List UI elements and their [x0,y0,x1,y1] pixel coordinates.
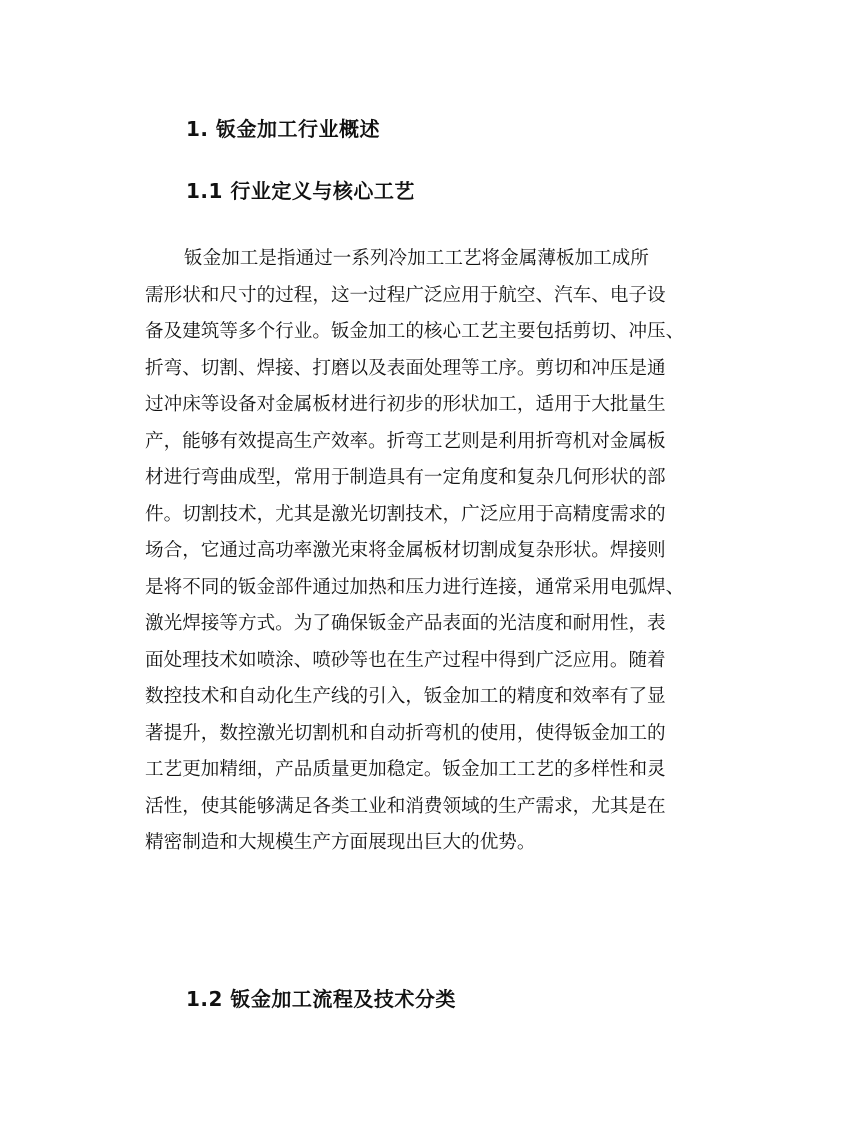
section-heading-1-1: 1.1 行业定义与核心工艺 [186,179,415,203]
body-paragraph [145,241,700,862]
paragraph-line: 备及建筑等多个行业。钣金加工的核心工艺主要包括剪切、冲压、 [145,321,685,342]
paragraph-line: 数控技术和自动化生产线的引入，钣金加工的精度和效率有了显 [145,686,666,707]
paragraph-line: 活性，使其能够满足各类工业和消费领域的生产需求，尤其是在 [145,795,666,817]
paragraph-line: 面处理技术如喷涂、喷砂等也在生产过程中得到广泛应用。随着 [145,649,666,671]
paragraph-line: 激光焊接等方式。为了确保钣金产品表面的光洁度和耐用性，表 [145,613,666,634]
section-heading-1: 1. 钣金加工行业概述 [186,117,380,141]
paragraph-line: 是将不同的钣金部件通过加热和压力进行连接，通常采用电弧焊、 [145,576,685,598]
paragraph-line: 需形状和尺寸的过程，这一过程广泛应用于航空、汽车、电子设 [145,284,666,306]
paragraph-line: 件。切割技术，尤其是激光切割技术，广泛应用于高精度需求的 [145,503,666,525]
paragraph-line: 著提升，数控激光切割机和自动折弯机的使用，使得钣金加工的 [145,722,666,744]
paragraph-line: 过冲床等设备对金属板材进行初步的形状加工，适用于大批量生 [145,394,666,415]
section-heading-1-2: 1.2 钣金加工流程及技术分类 [186,987,456,1011]
paragraph-line: 场合，它通过高功率激光束将金属板材切割成复杂形状。焊接则 [145,540,666,561]
paragraph-line: 产，能够有效提高生产效率。折弯工艺则是利用折弯机对金属板 [145,430,666,452]
paragraph-line: 精密制造和大规模生产方面展现出巨大的优势。 [145,832,536,853]
paragraph-line: 折弯、切割、焊接、打磨以及表面处理等工序。剪切和冲压是通 [145,357,666,379]
paragraph-line: 钣金加工是指通过一系列冷加工工艺将金属薄板加工成所 [184,248,649,269]
paragraph-line: 材进行弯曲成型，常用于制造具有一定角度和复杂几何形状的部 [145,467,666,488]
paragraph-line: 工艺更加精细，产品质量更加稳定。钣金加工工艺的多样性和灵 [145,759,666,780]
